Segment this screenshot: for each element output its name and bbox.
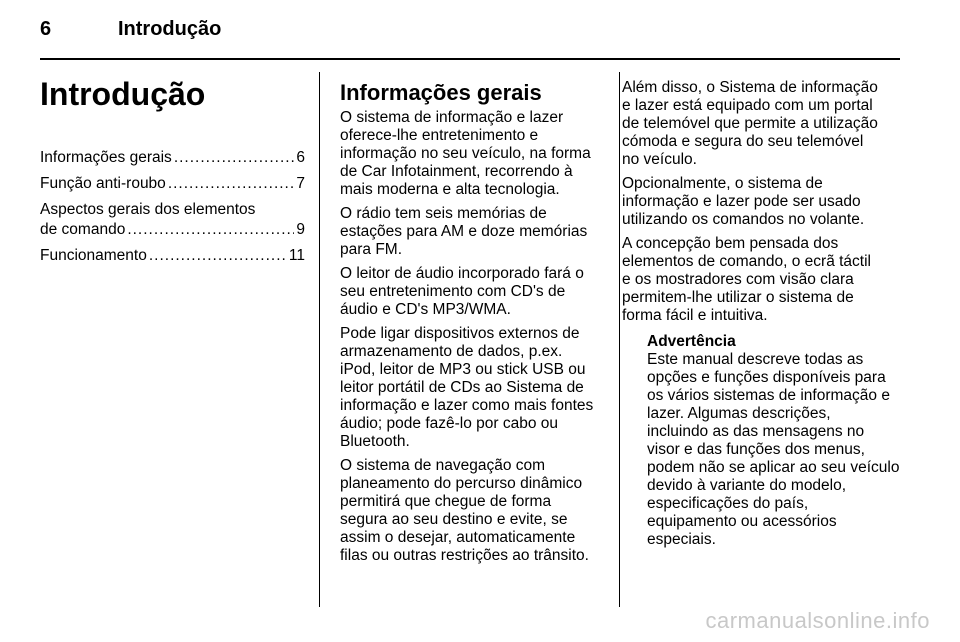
- text-line: áudio e CD's MP3/WMA.: [340, 301, 511, 318]
- text-line: informação e lazer como mais fontes: [340, 397, 594, 414]
- body-paragraph: [622, 79, 902, 169]
- body-paragraph: [340, 109, 605, 199]
- text-line: assim o desejar, automaticamente: [340, 529, 576, 546]
- header-rule: [40, 58, 900, 60]
- body-paragraph: [340, 265, 605, 319]
- text-line: estações para AM e doze memórias: [340, 223, 588, 240]
- text-line: de telemóvel que permite a utilização: [622, 115, 878, 132]
- text-line: de Car Infotainment, recorrendo à: [340, 163, 573, 180]
- section-title: Informações gerais: [340, 80, 542, 105]
- column-divider: [319, 72, 320, 607]
- warning-note: [647, 333, 902, 549]
- text-line: O rádio tem seis memórias de: [340, 205, 547, 222]
- text-line: forma fácil e intuitiva.: [622, 307, 768, 324]
- body-column-right: [622, 79, 902, 549]
- text-line: Este manual descreve todas as: [647, 351, 864, 368]
- toc-leader-dots: [168, 174, 295, 194]
- text-line: lazer. Algumas descrições,: [647, 405, 831, 422]
- text-line: planeamento do percurso dinâmico: [340, 475, 583, 492]
- warning-note-paragraph: [647, 351, 902, 549]
- text-line: visor e das funções dos menus,: [647, 441, 865, 458]
- toc-entry-label: Informações gerais: [40, 149, 172, 166]
- toc-entry[interactable]: [40, 200, 305, 240]
- toc-entry-label: Aspectos gerais dos elementos: [40, 201, 256, 218]
- body-paragraph: [622, 175, 902, 229]
- text-line: elementos de comando, o ecrã táctil: [622, 253, 871, 270]
- body-column-middle: [340, 80, 605, 571]
- text-line: A concepção bem pensada dos: [622, 235, 839, 252]
- text-line: O leitor de áudio incorporado fará o: [340, 265, 584, 282]
- text-line: armazenamento de dados, p.ex.: [340, 343, 563, 360]
- text-line: permitem-lhe utilizar o sistema de: [622, 289, 854, 306]
- text-line: segura ao seu destino e evite, se: [340, 511, 568, 528]
- text-line: seu entretenimento com CD's de: [340, 283, 566, 300]
- text-line: O sistema de navegação com: [340, 457, 546, 474]
- text-line: especificações do país,: [647, 495, 809, 512]
- text-line: incluindo as das mensagens no: [647, 423, 865, 440]
- body-paragraphs: [622, 79, 902, 325]
- body-paragraph: [340, 457, 605, 565]
- toc-leader-dots: [149, 246, 287, 266]
- body-paragraph: [622, 235, 902, 325]
- text-line: utilizando os comandos no volante.: [622, 211, 865, 228]
- text-line: opções e funções disponíveis para: [647, 369, 886, 386]
- text-line: especiais.: [647, 531, 716, 548]
- text-line: cómoda e segura do seu telemóvel: [622, 133, 864, 150]
- toc-entry-page: 9: [296, 221, 305, 238]
- toc-entry-page: 11: [288, 247, 305, 264]
- text-line: O sistema de informação e lazer: [340, 109, 564, 126]
- toc-entry-label: Função anti-roubo: [40, 175, 166, 192]
- text-line: Além disso, o Sistema de informação: [622, 79, 878, 96]
- text-line: permitirá que chegue de forma: [340, 493, 552, 510]
- text-line: podem não se aplicar ao seu veículo: [647, 459, 900, 476]
- text-line: informação no seu veículo, na forma: [340, 145, 591, 162]
- toc-entry-page: 6: [296, 149, 305, 166]
- text-line: no veículo.: [622, 151, 697, 168]
- text-line: informação e lazer pode ser usado: [622, 193, 861, 210]
- toc-leader-dots: [127, 220, 294, 240]
- text-line: Pode ligar dispositivos externos de: [340, 325, 580, 342]
- chapter-title: Introdução: [40, 76, 206, 112]
- body-paragraph: [340, 325, 605, 451]
- text-line: oferece-lhe entretenimento e: [340, 127, 539, 144]
- page-number: 6: [40, 18, 52, 40]
- toc-entry[interactable]: [40, 174, 305, 194]
- text-line: equipamento ou acessórios: [647, 513, 837, 530]
- text-line: os vários sistemas de informação e: [647, 387, 890, 404]
- toc-entry[interactable]: [40, 148, 305, 168]
- warning-note-title: Advertência: [647, 333, 736, 350]
- toc-entry[interactable]: [40, 246, 305, 266]
- toc-entry-label-continued: de comando: [40, 221, 126, 238]
- running-header-title: Introdução: [118, 18, 222, 40]
- text-line: Bluetooth.: [340, 433, 410, 450]
- warning-note-text: [647, 351, 902, 549]
- text-line: para FM.: [340, 241, 403, 258]
- text-line: leitor portátil de CDs ao Sistema de: [340, 379, 584, 396]
- toc-entry-label: Funcionamento: [40, 247, 147, 264]
- column-divider: [619, 72, 620, 607]
- text-line: Opcionalmente, o sistema de: [622, 175, 823, 192]
- text-line: iPod, leitor de MP3 ou stick USB ou: [340, 361, 586, 378]
- text-line: e lazer está equipado com um portal: [622, 97, 873, 114]
- toc-leader-dots: [174, 148, 295, 168]
- watermark: carmanualsonline.info: [705, 608, 930, 633]
- text-line: mais moderna e alta tecnologia.: [340, 181, 560, 198]
- text-line: e os mostradores com visão clara: [622, 271, 854, 288]
- body-paragraphs: [340, 109, 605, 565]
- text-line: áudio; pode fazê-lo por cabo ou: [340, 415, 559, 432]
- toc-entry-page: 7: [296, 175, 305, 192]
- table-of-contents: [40, 148, 305, 266]
- body-paragraph: [340, 205, 605, 259]
- text-line: devido à variante do modelo,: [647, 477, 847, 494]
- text-line: filas ou outras restrições ao trânsito.: [340, 547, 589, 564]
- toc-column: [40, 74, 305, 272]
